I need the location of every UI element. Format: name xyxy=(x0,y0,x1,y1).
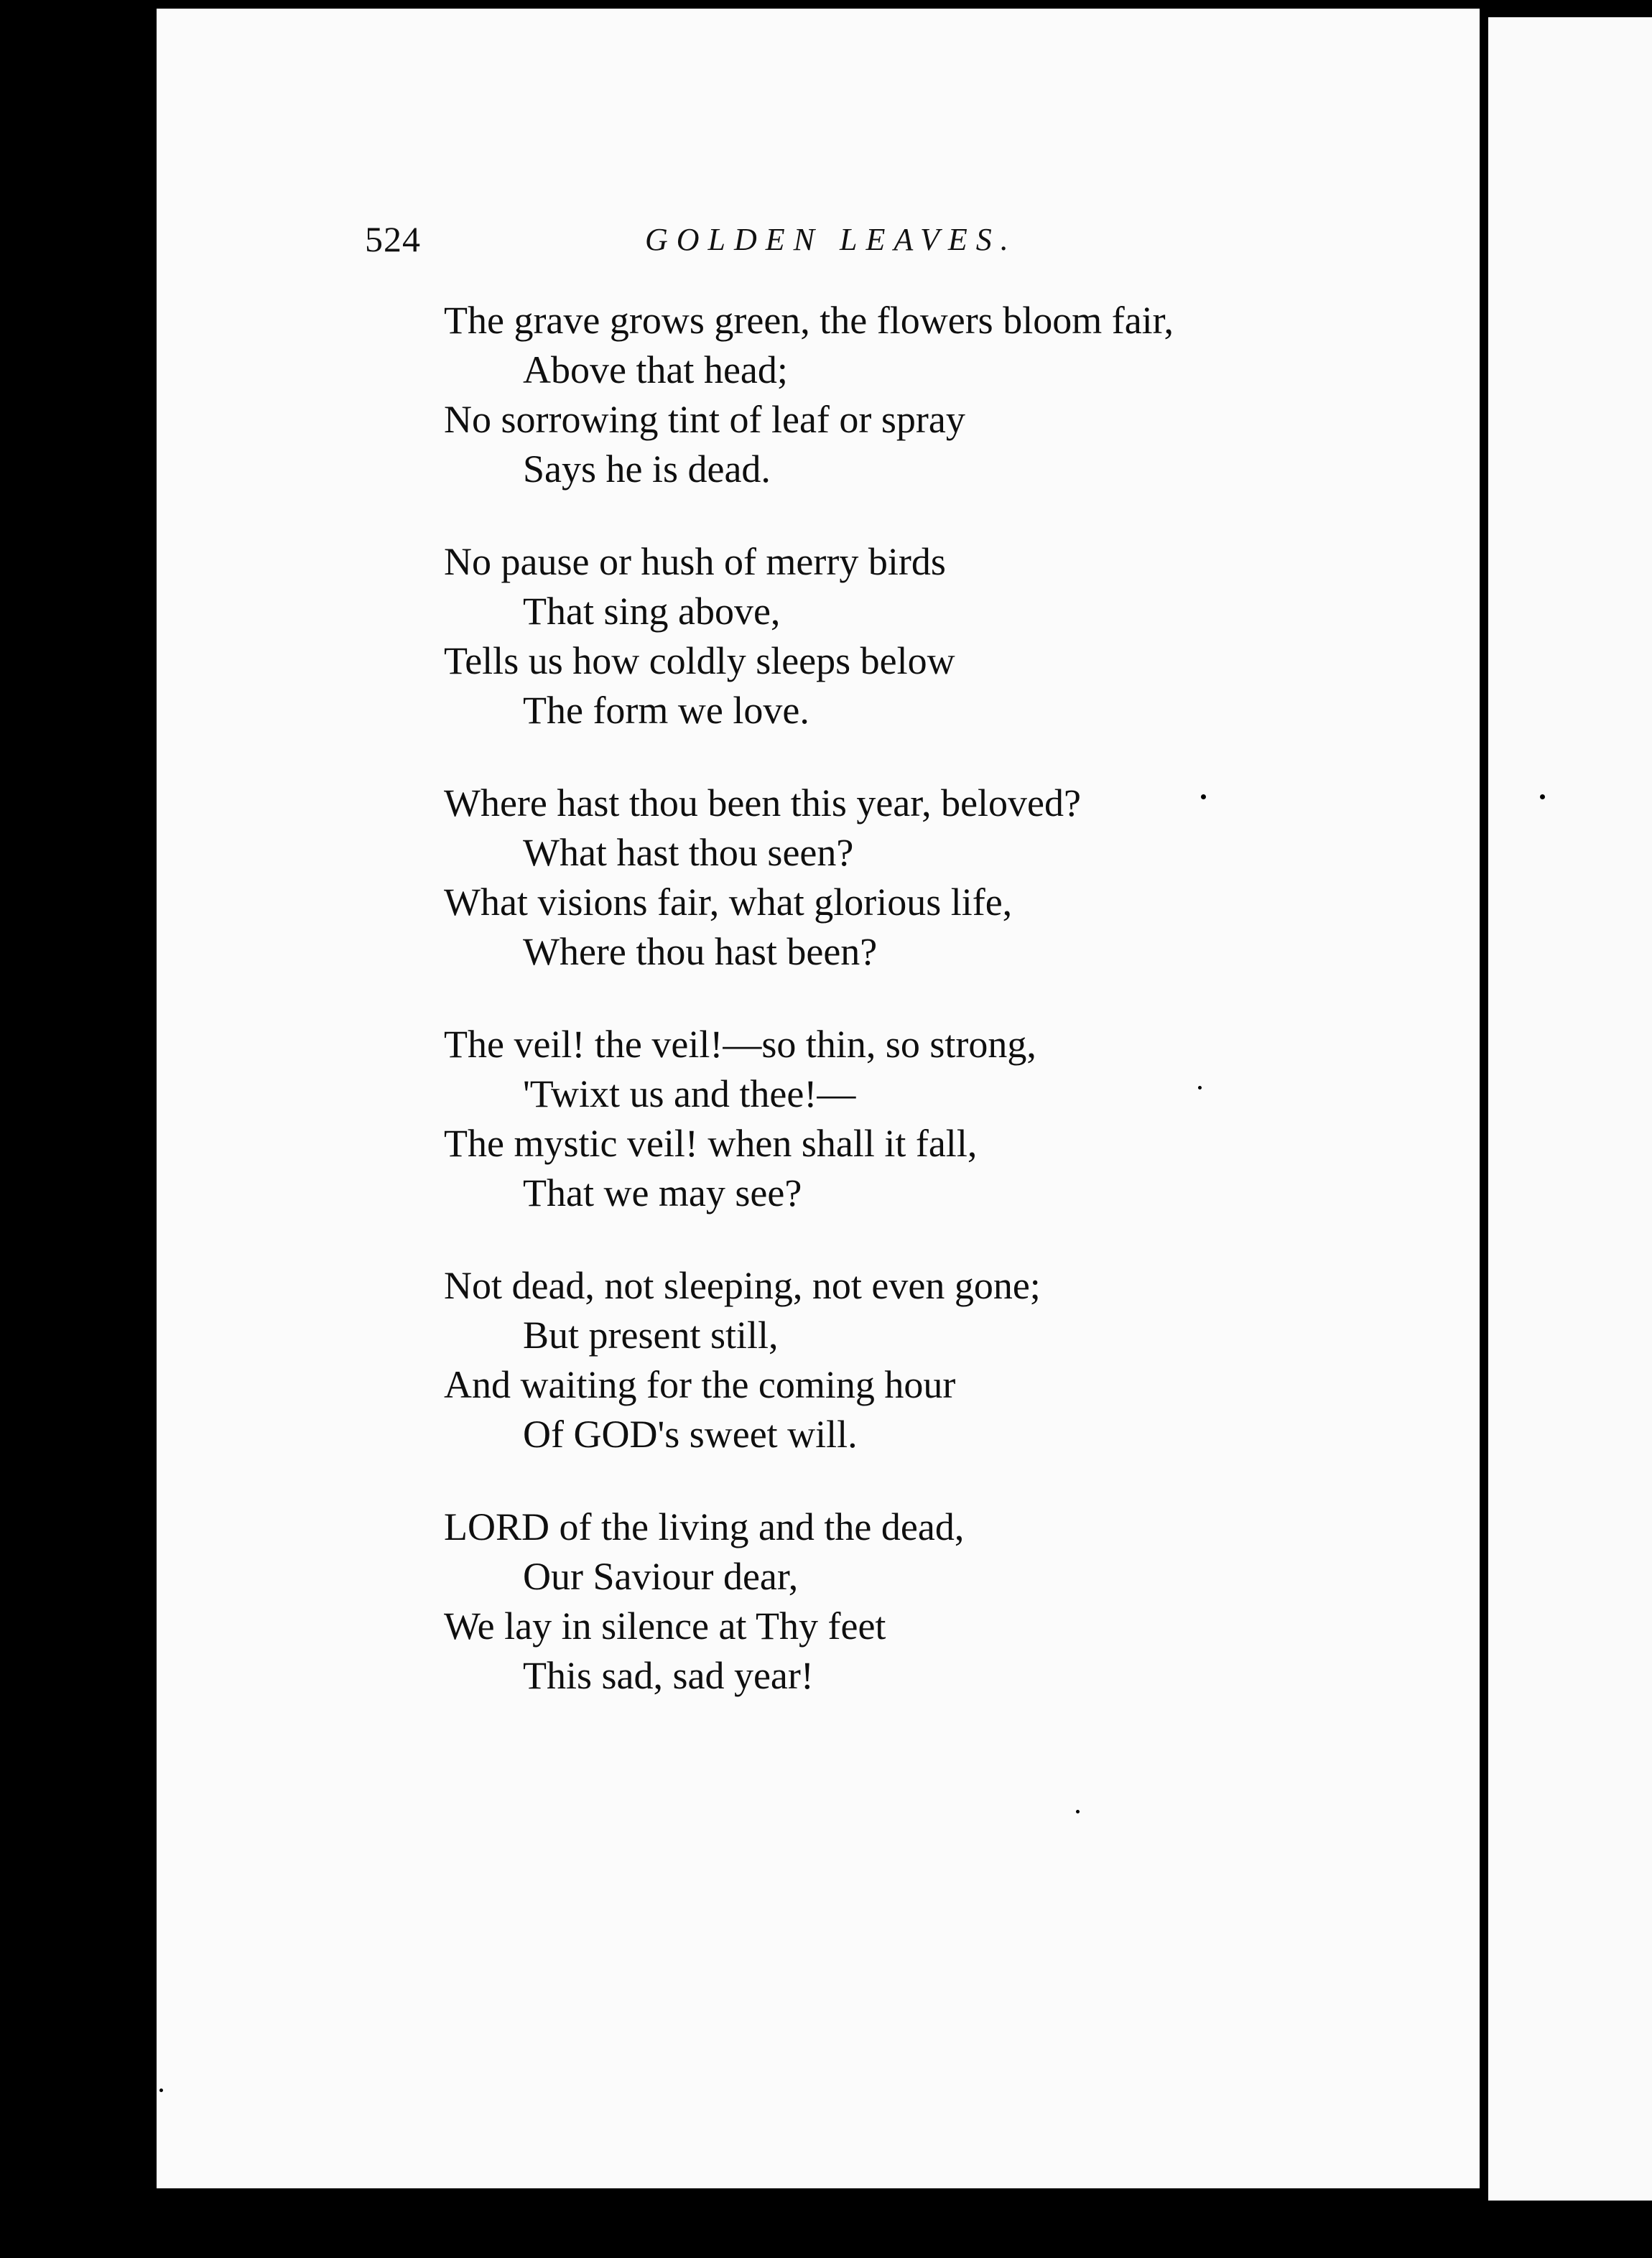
scan-speck xyxy=(1201,794,1206,799)
poem-line: This sad, sad year! xyxy=(523,1654,814,1697)
poem-line: The mystic veil! when shall it fall, xyxy=(444,1122,978,1165)
page-number: 524 xyxy=(365,219,421,259)
scan-speck xyxy=(151,1442,156,1447)
poem-line: Tells us how coldly sleeps below xyxy=(444,639,955,682)
poem xyxy=(444,296,1449,1744)
running-head xyxy=(157,218,1480,276)
poem-line: But present still, xyxy=(523,1314,779,1357)
binding-edge-fine xyxy=(147,0,149,2205)
stanza xyxy=(444,779,1449,977)
book-page xyxy=(157,9,1480,2188)
facing-page-edge xyxy=(1488,17,1652,2201)
poem-line: No sorrowing tint of leaf or spray xyxy=(444,398,965,441)
poem-line: Our Saviour dear, xyxy=(523,1555,799,1598)
scan-speck xyxy=(1076,1810,1080,1813)
poem-line: 'Twixt us and thee!— xyxy=(523,1072,856,1115)
stanza xyxy=(444,537,1449,735)
poem-line: Where hast thou been this year, beloved? xyxy=(444,781,1081,824)
stanza xyxy=(444,296,1449,494)
poem-line: And waiting for the coming hour xyxy=(444,1363,956,1406)
poem-line: That sing above, xyxy=(523,590,781,633)
poem-line: Where thou hast been? xyxy=(523,930,878,973)
poem-line: No pause or hush of merry birds xyxy=(444,540,946,583)
poem-line: Of GOD's sweet will. xyxy=(523,1413,858,1456)
poem-line: The veil! the veil!—so thin, so strong, xyxy=(444,1023,1036,1066)
scan-speck xyxy=(159,2089,163,2092)
scan-speck xyxy=(1198,1086,1202,1089)
binding-edge-outer xyxy=(115,0,122,2205)
poem-line: Not dead, not sleeping, not even gone; xyxy=(444,1264,1041,1307)
poem-line: What visions fair, what glorious life, xyxy=(444,881,1013,924)
poem-line: What hast thou seen? xyxy=(523,831,854,874)
poem-line: The form we love. xyxy=(523,689,809,732)
poem-line: We lay in silence at Thy feet xyxy=(444,1604,886,1648)
scan-speck xyxy=(1540,794,1545,799)
poem-line: That we may see? xyxy=(523,1171,802,1214)
poem-line: The grave grows green, the flowers bloom fair, xyxy=(444,299,1174,342)
stanza xyxy=(444,1502,1449,1701)
stanza xyxy=(444,1020,1449,1218)
poem-line: LORD of the living and the dead, xyxy=(444,1505,965,1548)
poem-line: Above that head; xyxy=(523,348,788,391)
poem-line: Says he is dead. xyxy=(523,447,771,491)
binding-edge-inner xyxy=(134,0,138,2205)
stanza xyxy=(444,1261,1449,1459)
running-title: GOLDEN LEAVES. xyxy=(645,222,1017,257)
